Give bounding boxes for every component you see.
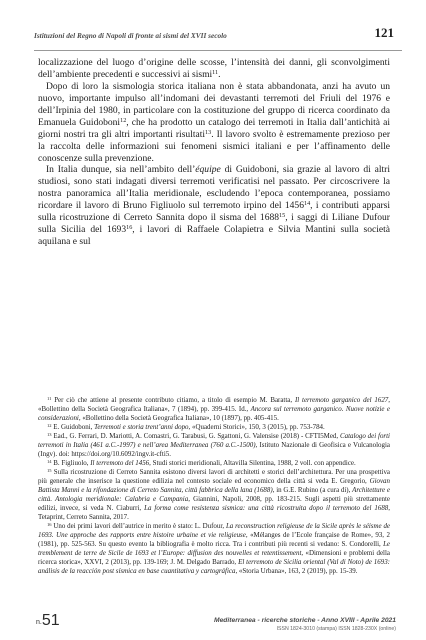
footnote-14: $^{14}$ B. Figliuolo, Il terremoto del 1456, Studi storici meridionali, Altavilla Silentina, 1988, 2 voll. con appendice. [47, 458, 356, 467]
footnote-12: $^{12}$ E. Guidoboni, Terremoti e storia trent’anni dopo, «Quaderni Storici», 150, 3 (2015), pp. 753-784. [47, 422, 325, 431]
paragraph-1: localizzazione del luogo d’origine delle scosse, l’intensità dei danni, gli sconvolgimenti dell’ambiente precedenti e successivi ai sismi$^{11}$. [38, 57, 390, 80]
main-text [38, 57, 390, 248]
footnote-11: $^{11}$ Per ciò che attiene al presente contributo citiamo, a titolo di esempio M. Baratta, Il terremoto garganico del 1627, «Bollettino della Società Geografica Italiana», 7 (1894), pp. 399-415. Id., Ancora sul terremoto garganico. Nuove notizie e considerazioni, «Bollettino della Società Geografica Italiana», 10 (1897), pp. 405-415. [38, 395, 390, 422]
page-number: 121 [374, 25, 394, 40]
footnotes [38, 396, 390, 576]
footnote-16: $^{16}$ Uno dei primi lavori dell’autrice in merito è stato: L. Dufour, La reconstruction religieuse de la Sicile après le séisme de 1693. Une approche des rapports entre histoire urbaine et vie religieuse, «Mélanges de l’Ecole française de Rome», 93, 2 (1981), pp. 525-563. Su questo evento la bibliografia è molto ricca. Tra i contributi più recenti si vedano: S. Condorelli, Le tremblement de terre de Sicile de 1693 et l’Europe: diffusion des nouvelles et retentissement, «Dimensioni e problemi della ricerca storica», XXVI, 2 (2013), pp. 139-169; J. M. Delgado Barrado, El terremoto de Sicilia oriental (Val di Noto) de 1693: análisis de la reacción post sísmica en base cuantitativa y cartográfica, «Storia Urbana», 163, 2 (2019), pp. 15-39. [38, 521, 390, 575]
footnote-ref-14[interactable]: 14 [303, 200, 311, 208]
journal-title: Mediterranea - ricerche storiche - Anno XVIII - Aprile 2021 [214, 617, 396, 624]
running-title: Istituzioni del Regno di Napoli di fronte ai sismi del XVII secolo [34, 31, 227, 40]
footnote-ref-15[interactable]: 15 [279, 212, 286, 220]
footnote-ref-16[interactable]: 16 [126, 224, 133, 232]
footnote-ref-12[interactable]: 12 [120, 116, 127, 124]
journal-footer [214, 617, 396, 632]
page-header [34, 0, 402, 51]
paragraph-3: In Italia dunque, sia nell’ambito dell’équipe di Guidoboni, sia grazie al lavoro di altri studiosi, sono stati indagati diversi terremoti verificatisi nel passato. Per circoscrivere la nostra panoramica all’Italia meridionale, escludendo l’epoca contemporanea, possiamo ricordare il lavoro di Bruno Figliuolo sul terremoto irpino del 1456$^{14}$, i contributi apparsi sulla ricostruzione di Cerreto Sannita dopo il sisma del 1688$^{15}$, i saggi di Liliane Dufour sulla Sicilia del 1693$^{16}$, i lavori di Raffaele Colapietra e Silvia Mantini sulla società aquilana e sul [38, 164, 390, 248]
paragraph-2: Dopo di loro la sismologia storica italiana non è stata abbandonata, anzi ha avuto un nuovo, importante impulso all’indomani dei devastanti terremoti del Friuli del 1976 e dell’Irpinia del 1980, in particolare con la costituzione del gruppo di ricerca coordinato da Emanuela Guidoboni$^{12}$, che ha prodotto un catalogo dei terremoti in Italia dall’antichità ai giorni nostri tra gli altri importanti risultati$^{13}$. Il lavoro svolto è estremamente prezioso per la raccolta delle informazioni sui fenomeni sismici italiani e per l’affinamento delle conoscenze sulla prevenzione. [38, 80, 390, 164]
footnote-15: $^{15}$ Sulla ricostruzione di Cerreto Sannita esistono diversi lavori di architetti e storici dell’architettura. Per una prospettiva più generale che inserisce la questione edilizia nel contesto sociale ed economico della città si veda E. Gregorio, Giovan Battista Manni e la rifondazione di Cerreto Sannita, città fabbrica della lana (1688), in G.E. Rubino (a cura di), Architetture e città. Antologia meridionale: Calabria e Campania, Giannini, Napoli, 2008, pp. 183-215. Sugli aspetti più strettamente edilizi, invece, si veda N. Ciaburri, La forma come resistenza sismica: una città ricostruita dopo il terremoto del 1688, Tetaprint, Cerreto Sannita, 2017. [38, 467, 391, 521]
footnote-ref-11[interactable]: 11 [212, 68, 219, 76]
issue-number: n.51 [36, 612, 60, 629]
footnote-ref-13[interactable]: 13 [205, 128, 212, 136]
issn-line: ISSN 1824-3010 (stampa) ISSN 1828-230X (online) [276, 626, 396, 632]
footnote-13: $^{13}$ Ead., G. Ferrari, D. Mariotti, A. Comastri, G. Tarabusi, G. Sgattoni, G. Valensise (2018) - CFTI5Med, Catalogo dei forti terremoti in Italia (461 a.C.-1997) e nell’area Mediterranea (760 a.C.-1500), Istituto Nazionale di Geofisica e Vulcanologia (Ingv). doi: https://doi.org/10.6092/ingv.it-cfti5. [38, 431, 390, 458]
